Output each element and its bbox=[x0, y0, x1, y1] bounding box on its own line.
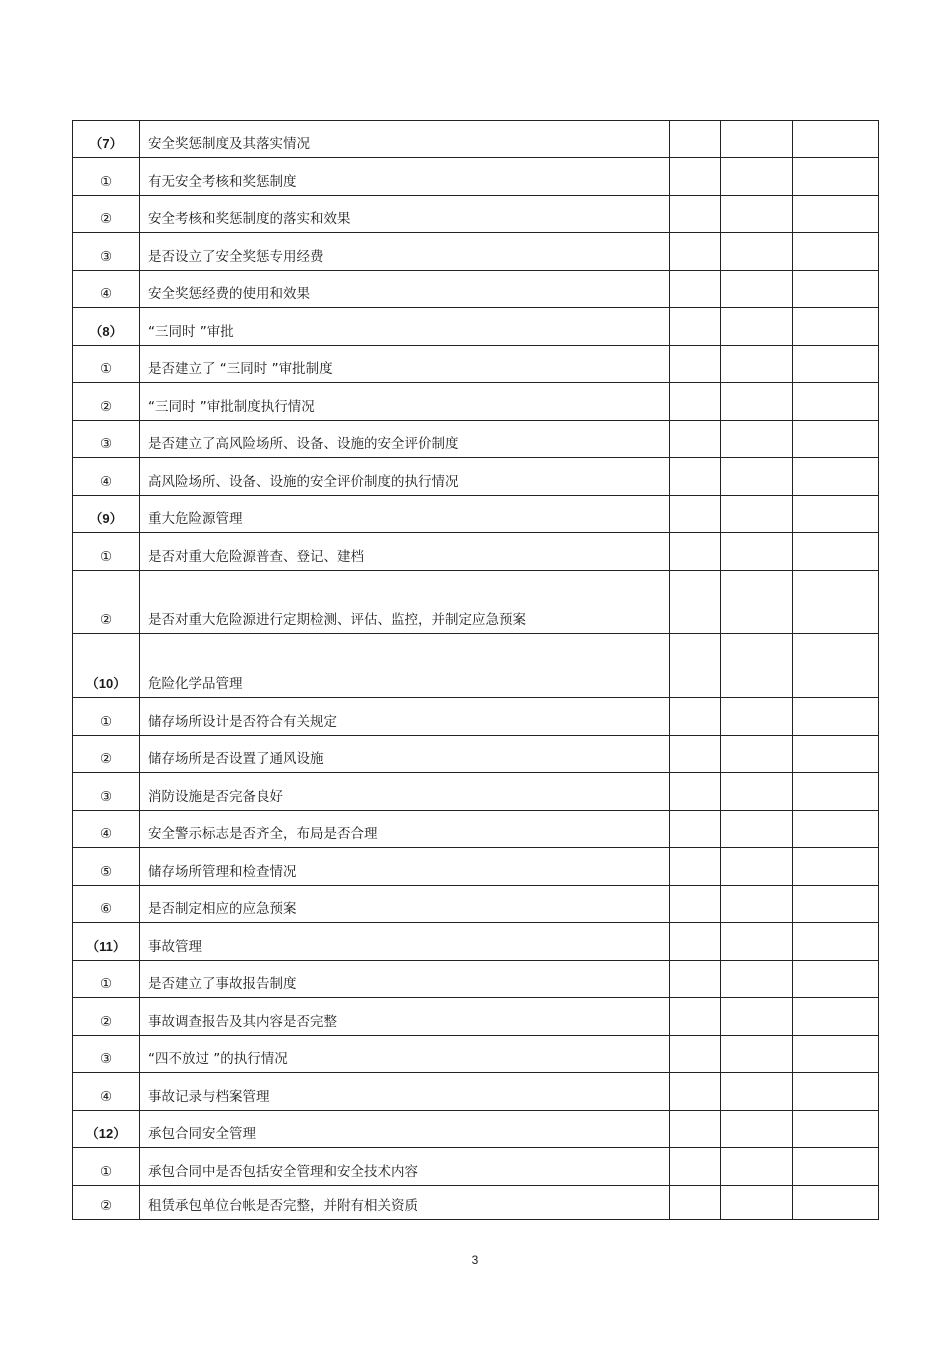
item-number: ② bbox=[73, 736, 140, 773]
blank-cell bbox=[721, 421, 793, 458]
item-number: ① bbox=[73, 1148, 140, 1186]
item-text: 重大危险源管理 bbox=[140, 496, 670, 533]
item-row bbox=[73, 196, 879, 233]
item-text: 安全奖惩经费的使用和效果 bbox=[140, 271, 670, 308]
blank-cell bbox=[721, 158, 793, 196]
item-text: 是否设立了安全奖惩专用经费 bbox=[140, 233, 670, 271]
blank-cell bbox=[793, 1036, 879, 1073]
item-number: ③ bbox=[73, 233, 140, 271]
blank-cell bbox=[793, 346, 879, 383]
item-text: “四不放过 ”的执行情况 bbox=[140, 1036, 670, 1073]
section-row bbox=[73, 634, 879, 698]
blank-cell bbox=[670, 271, 721, 308]
item-number: （7） bbox=[73, 121, 140, 158]
item-text: 是否制定相应的应急预案 bbox=[140, 886, 670, 923]
blank-cell bbox=[670, 1073, 721, 1111]
blank-cell bbox=[793, 698, 879, 736]
item-text: 承包合同安全管理 bbox=[140, 1111, 670, 1148]
blank-cell bbox=[721, 458, 793, 496]
blank-cell bbox=[793, 923, 879, 961]
item-row bbox=[73, 1036, 879, 1073]
blank-cell bbox=[793, 1111, 879, 1148]
blank-cell bbox=[670, 346, 721, 383]
section-row bbox=[73, 923, 879, 961]
item-text: “三同时 ”审批 bbox=[140, 308, 670, 346]
item-row bbox=[73, 1186, 879, 1220]
blank-cell bbox=[793, 1073, 879, 1111]
item-text: 安全考核和奖惩制度的落实和效果 bbox=[140, 196, 670, 233]
section-row bbox=[73, 308, 879, 346]
item-number: ⑥ bbox=[73, 886, 140, 923]
item-number: ① bbox=[73, 158, 140, 196]
item-number: ③ bbox=[73, 1036, 140, 1073]
blank-cell bbox=[721, 233, 793, 271]
item-row bbox=[73, 533, 879, 571]
item-number: ② bbox=[73, 383, 140, 421]
blank-cell bbox=[670, 308, 721, 346]
blank-cell bbox=[721, 736, 793, 773]
blank-cell bbox=[793, 383, 879, 421]
blank-cell bbox=[721, 848, 793, 886]
blank-cell bbox=[670, 458, 721, 496]
blank-cell bbox=[721, 196, 793, 233]
item-number: ③ bbox=[73, 421, 140, 458]
blank-cell bbox=[793, 736, 879, 773]
blank-cell bbox=[670, 886, 721, 923]
blank-cell bbox=[793, 811, 879, 848]
item-number: ② bbox=[73, 998, 140, 1036]
blank-cell bbox=[721, 1073, 793, 1111]
item-row bbox=[73, 421, 879, 458]
blank-cell bbox=[670, 961, 721, 998]
blank-cell bbox=[721, 773, 793, 811]
item-row bbox=[73, 811, 879, 848]
blank-cell bbox=[670, 1111, 721, 1148]
item-text: 消防设施是否完备良好 bbox=[140, 773, 670, 811]
blank-cell bbox=[721, 496, 793, 533]
item-number: ① bbox=[73, 533, 140, 571]
item-number: （12） bbox=[73, 1111, 140, 1148]
blank-cell bbox=[670, 383, 721, 421]
item-text: 储存场所管理和检查情况 bbox=[140, 848, 670, 886]
item-number: ⑤ bbox=[73, 848, 140, 886]
blank-cell bbox=[721, 698, 793, 736]
blank-cell bbox=[670, 1186, 721, 1220]
blank-cell bbox=[721, 121, 793, 158]
blank-cell bbox=[721, 571, 793, 634]
blank-cell bbox=[670, 773, 721, 811]
blank-cell bbox=[721, 886, 793, 923]
blank-cell bbox=[670, 571, 721, 634]
item-number: ② bbox=[73, 571, 140, 634]
item-text: 事故管理 bbox=[140, 923, 670, 961]
blank-cell bbox=[793, 421, 879, 458]
blank-cell bbox=[670, 698, 721, 736]
section-row bbox=[73, 1111, 879, 1148]
item-number: （9） bbox=[73, 496, 140, 533]
item-row bbox=[73, 848, 879, 886]
section-row bbox=[73, 121, 879, 158]
page-number: 3 bbox=[471, 1253, 479, 1267]
blank-cell bbox=[721, 1148, 793, 1186]
blank-cell bbox=[793, 571, 879, 634]
blank-cell bbox=[670, 1036, 721, 1073]
blank-cell bbox=[721, 308, 793, 346]
item-number: （8） bbox=[73, 308, 140, 346]
item-text: 是否对重大危险源进行定期检测、评估、监控，并制定应急预案 bbox=[140, 571, 670, 634]
item-row bbox=[73, 158, 879, 196]
blank-cell bbox=[721, 271, 793, 308]
item-number: ② bbox=[73, 196, 140, 233]
blank-cell bbox=[793, 634, 879, 698]
section-row bbox=[73, 496, 879, 533]
item-text: 危险化学品管理 bbox=[140, 634, 670, 698]
item-text: 储存场所是否设置了通风设施 bbox=[140, 736, 670, 773]
item-number: ④ bbox=[73, 1073, 140, 1111]
blank-cell bbox=[793, 196, 879, 233]
item-number: ④ bbox=[73, 271, 140, 308]
blank-cell bbox=[670, 923, 721, 961]
blank-cell bbox=[670, 196, 721, 233]
blank-cell bbox=[721, 1186, 793, 1220]
blank-cell bbox=[793, 233, 879, 271]
item-row bbox=[73, 233, 879, 271]
item-row bbox=[73, 1073, 879, 1111]
item-row bbox=[73, 271, 879, 308]
item-text: 安全奖惩制度及其落实情况 bbox=[140, 121, 670, 158]
blank-cell bbox=[670, 1148, 721, 1186]
item-text: 事故调查报告及其内容是否完整 bbox=[140, 998, 670, 1036]
blank-cell bbox=[670, 634, 721, 698]
blank-cell bbox=[670, 121, 721, 158]
item-row bbox=[73, 886, 879, 923]
item-number: （11） bbox=[73, 923, 140, 961]
item-number: ④ bbox=[73, 811, 140, 848]
item-text: 是否建立了高风险场所、设备、设施的安全评价制度 bbox=[140, 421, 670, 458]
blank-cell bbox=[793, 1148, 879, 1186]
item-text: 高风险场所、设备、设施的安全评价制度的执行情况 bbox=[140, 458, 670, 496]
item-number: ① bbox=[73, 346, 140, 383]
blank-cell bbox=[793, 308, 879, 346]
item-number: ② bbox=[73, 1186, 140, 1220]
blank-cell bbox=[793, 848, 879, 886]
item-text: 是否对重大危险源普查、登记、建档 bbox=[140, 533, 670, 571]
item-number: ① bbox=[73, 698, 140, 736]
item-text: 是否建立了事故报告制度 bbox=[140, 961, 670, 998]
blank-cell bbox=[670, 736, 721, 773]
item-text: “三同时 ”审批制度执行情况 bbox=[140, 383, 670, 421]
blank-cell bbox=[670, 496, 721, 533]
blank-cell bbox=[721, 998, 793, 1036]
blank-cell bbox=[793, 458, 879, 496]
blank-cell bbox=[721, 383, 793, 421]
blank-cell bbox=[793, 533, 879, 571]
blank-cell bbox=[670, 158, 721, 196]
blank-cell bbox=[721, 634, 793, 698]
blank-cell bbox=[793, 158, 879, 196]
item-text: 承包合同中是否包括安全管理和安全技术内容 bbox=[140, 1148, 670, 1186]
blank-cell bbox=[721, 923, 793, 961]
blank-cell bbox=[793, 998, 879, 1036]
item-row bbox=[73, 773, 879, 811]
item-text: 租赁承包单位台帐是否完整，并附有相关资质 bbox=[140, 1186, 670, 1220]
blank-cell bbox=[670, 533, 721, 571]
item-row bbox=[73, 346, 879, 383]
blank-cell bbox=[793, 271, 879, 308]
item-number: ④ bbox=[73, 458, 140, 496]
item-number: （10） bbox=[73, 634, 140, 698]
blank-cell bbox=[721, 533, 793, 571]
item-row bbox=[73, 383, 879, 421]
item-text: 安全警示标志是否齐全，布局是否合理 bbox=[140, 811, 670, 848]
item-row bbox=[73, 998, 879, 1036]
blank-cell bbox=[670, 811, 721, 848]
item-row bbox=[73, 961, 879, 998]
item-number: ③ bbox=[73, 773, 140, 811]
blank-cell bbox=[721, 811, 793, 848]
blank-cell bbox=[670, 848, 721, 886]
checklist-body bbox=[73, 121, 879, 1220]
blank-cell bbox=[721, 961, 793, 998]
blank-cell bbox=[721, 346, 793, 383]
blank-cell bbox=[721, 1111, 793, 1148]
item-row bbox=[73, 571, 879, 634]
item-text: 事故记录与档案管理 bbox=[140, 1073, 670, 1111]
blank-cell bbox=[793, 886, 879, 923]
blank-cell bbox=[721, 1036, 793, 1073]
blank-cell bbox=[670, 998, 721, 1036]
item-row bbox=[73, 1148, 879, 1186]
blank-cell bbox=[793, 961, 879, 998]
blank-cell bbox=[670, 421, 721, 458]
safety-checklist-table bbox=[72, 120, 879, 1220]
blank-cell bbox=[793, 121, 879, 158]
item-text: 储存场所设计是否符合有关规定 bbox=[140, 698, 670, 736]
item-number: ① bbox=[73, 961, 140, 998]
item-text: 是否建立了 “三同时 ”审批制度 bbox=[140, 346, 670, 383]
blank-cell bbox=[793, 773, 879, 811]
blank-cell bbox=[793, 1186, 879, 1220]
blank-cell bbox=[793, 496, 879, 533]
blank-cell bbox=[670, 233, 721, 271]
item-row bbox=[73, 736, 879, 773]
item-text: 有无安全考核和奖惩制度 bbox=[140, 158, 670, 196]
item-row bbox=[73, 458, 879, 496]
item-row bbox=[73, 698, 879, 736]
